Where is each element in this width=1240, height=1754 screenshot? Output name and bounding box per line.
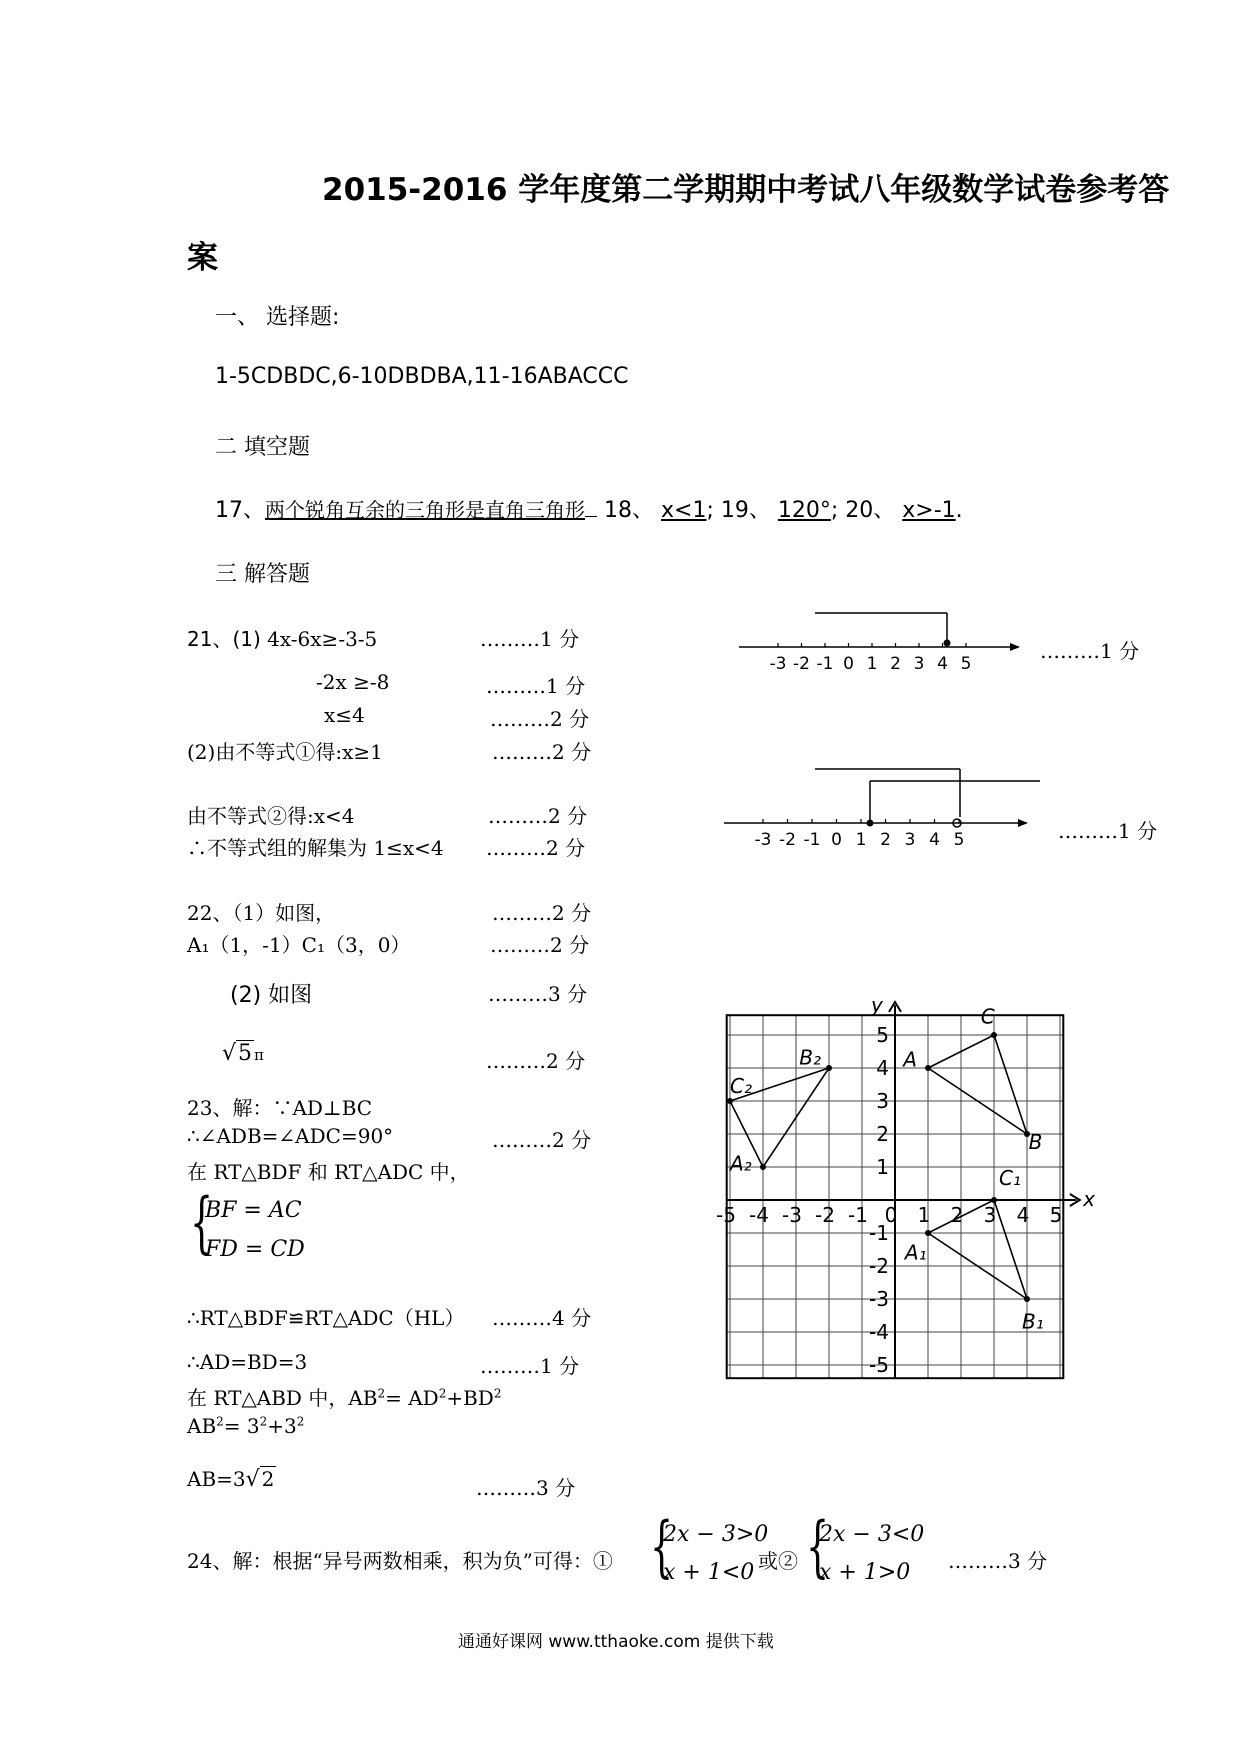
vertex-label-c: C <box>980 1004 995 1029</box>
vertex-dot <box>991 1032 997 1038</box>
x-tick-label: -4 <box>749 1203 769 1227</box>
q23-line2-points: ………2 分 <box>492 1128 592 1152</box>
q23-line4-points: ………4 分 <box>492 1306 592 1330</box>
q23-line3: 在 RT△BDF 和 RT△ADC 中， <box>187 1160 470 1184</box>
number-line-2 <box>720 765 1040 850</box>
q24-system-b-eq2: x + 1>0 <box>819 1560 911 1585</box>
q23-line5-points: ………1 分 <box>480 1354 580 1378</box>
q22-part1: 22、（1）如图， <box>187 901 336 925</box>
x-tick-label: -2 <box>815 1203 835 1227</box>
tick-label: 3 <box>913 654 925 674</box>
vertex-label-c1: C₁ <box>998 1166 1021 1191</box>
tick-label: -1 <box>816 654 834 674</box>
vertex-dot <box>760 1164 766 1170</box>
q17-answer: 两个锐角互余的三角形是直角三角形 <box>265 498 585 522</box>
triangle-abc <box>928 1035 1027 1134</box>
x-tick-label: 4 <box>1016 1203 1030 1227</box>
x-tick-label: 3 <box>983 1203 997 1227</box>
section-fill-blank-heading: 二 填空题 <box>215 435 310 460</box>
vertex-dot <box>991 1197 997 1203</box>
q24-points: ………3 分 <box>948 1549 1048 1573</box>
q21-line3-points: ………2 分 <box>490 707 590 731</box>
q23-line7: $AB^2= 3^2+3^2$ <box>187 1414 305 1438</box>
q23-line4: ∴RT△BDF≌RT△ADC（HL） <box>187 1306 465 1330</box>
vertex-label-a1: A₁ <box>904 1240 927 1265</box>
q17-label: 17、 <box>215 498 265 523</box>
q23-line8-points: ………3 分 <box>476 1476 576 1500</box>
q22-sqrt-points: ………2 分 <box>486 1049 586 1073</box>
vertex-dot <box>1024 1296 1030 1302</box>
q19-answer: 120° <box>777 498 831 523</box>
q23-line6: 在 RT△ABD 中，$AB^2= AD^2+BD^2$ <box>187 1386 502 1410</box>
page-title-line1: 2015-2016 学年度第二学期期中考试八年级数学试卷参考答 <box>322 172 1170 208</box>
number-line-2-points: ………1 分 <box>1058 819 1158 843</box>
tick-label: -3 <box>769 654 787 674</box>
q22-part2: (2) 如图 <box>230 983 313 1008</box>
q18-answer: x<1 <box>661 498 707 523</box>
q23-line2: ∴∠ADB=∠ADC=90° <box>187 1124 394 1148</box>
q24-or: 或② <box>758 1549 798 1573</box>
q21-part2-line3: ∴不等式组的解集为 1≤x<4 <box>187 836 444 860</box>
system-brace: { <box>190 1184 214 1261</box>
tick-label: 0 <box>843 654 854 674</box>
x-tick-label: 5 <box>1049 1203 1063 1227</box>
x-axis-label: x <box>1083 1187 1095 1211</box>
q20-answer: x>-1 <box>902 498 956 523</box>
q21-part2-line1: (2)由不等式①得:x≥1 <box>187 740 383 764</box>
section-solution-heading: 三 解答题 <box>215 562 310 587</box>
y-tick-label: -4 <box>869 1320 889 1344</box>
y-tick-label: 5 <box>876 1023 889 1047</box>
x-tick-label: 1 <box>917 1203 931 1227</box>
tick-label: 5 <box>953 830 965 850</box>
q21-part2-line1-points: ………2 分 <box>492 740 592 764</box>
number-line-1-points: ………1 分 <box>1040 639 1140 663</box>
tick-label: -2 <box>793 654 810 674</box>
q20-end: . <box>955 498 963 523</box>
q24-system-a-eq2: x + 1<0 <box>663 1560 755 1585</box>
tick-label: 1 <box>855 830 867 850</box>
q23-line1: 23、解：∵AD⊥BC <box>187 1096 373 1120</box>
tick-label: 1 <box>866 654 878 674</box>
q21-part1-line3: x≤4 <box>324 703 365 727</box>
x-tick-label: 2 <box>950 1203 964 1227</box>
vertex-label-b: B <box>1028 1129 1043 1154</box>
fill-blank-answers <box>215 493 963 524</box>
x-tick-label: 0 <box>884 1203 898 1227</box>
y-tick-label: -2 <box>869 1254 889 1278</box>
q22-coords-points: ………2 分 <box>490 933 590 957</box>
vertex-label-b2: B₂ <box>799 1045 822 1070</box>
vertex-label-c2: C₂ <box>730 1073 752 1098</box>
q19-label: ; 19、 <box>706 498 771 523</box>
q24-text: 24、解：根据“异号两数相乘，积为负”可得：① <box>187 1549 613 1573</box>
q22-part1-points: ………2 分 <box>492 901 592 925</box>
q22-sqrt-answer: √5 π <box>222 1041 264 1066</box>
q21-part1-line1: 21、(1) 4x-6x≥-3-5 <box>187 627 378 651</box>
q21-part2-line3-points: ………2 分 <box>486 836 586 860</box>
section-multiple-choice-heading: 一、 选择题: <box>215 305 340 330</box>
q22-coords: A₁（1，-1）C₁（3，0） <box>187 933 411 957</box>
q21-line1-points: ………1 分 <box>480 627 580 651</box>
footer-credit: 通通好课网 www.tthaoke.com 提供下载 <box>458 1632 774 1652</box>
q24-brace-a: { <box>650 1508 674 1585</box>
q20-label: ; 20、 <box>830 498 896 523</box>
tick-label: 2 <box>880 830 891 850</box>
q23-line5: ∴AD=BD=3 <box>187 1350 308 1374</box>
y-tick-label: 1 <box>876 1155 889 1179</box>
coordinate-grid <box>715 1000 1115 1390</box>
tick-label: 4 <box>929 830 940 850</box>
q22-part2-points: ………3 分 <box>488 982 588 1006</box>
q21-part1-line2: -2x ≥-8 <box>316 670 390 694</box>
q24-brace-b: { <box>806 1508 830 1585</box>
q23-system-eq2: FD = CD <box>205 1237 305 1262</box>
q23-system-eq1: BF = AC <box>205 1198 302 1223</box>
tick-label: -1 <box>803 830 821 850</box>
x-tick-label: -5 <box>716 1203 736 1227</box>
vertex-dot <box>925 1230 931 1236</box>
q24-system-b-eq1: 2x − 3<0 <box>819 1522 925 1547</box>
vertex-label-b1: B₁ <box>1022 1309 1044 1334</box>
y-axis-label: y <box>871 1000 883 1017</box>
vertex-dot <box>925 1065 931 1071</box>
y-tick-label: 2 <box>876 1122 889 1146</box>
vertex-dot <box>727 1098 733 1104</box>
q21-part2-line2-points: ………2 分 <box>488 804 588 828</box>
y-tick-label: 3 <box>876 1089 889 1113</box>
q21-part2-line2: 由不等式②得:x<4 <box>187 804 355 828</box>
q23-line8: AB=3√ 2 <box>187 1467 275 1492</box>
vertex-dot <box>826 1065 832 1071</box>
q21-line2-points: ………1 分 <box>486 674 586 698</box>
y-tick-label: -3 <box>869 1287 889 1311</box>
tick-label: 3 <box>904 830 916 850</box>
y-tick-label: -5 <box>869 1353 889 1377</box>
tick-label: 0 <box>831 830 842 850</box>
triangle-a1b1c1 <box>928 1200 1027 1299</box>
page-title-line2: 案 <box>187 240 218 276</box>
y-tick-label: -1 <box>869 1221 889 1245</box>
q24-system-a-eq1: 2x − 3>0 <box>663 1522 769 1547</box>
tick-label: -2 <box>779 830 796 850</box>
q18-label: 18、 <box>604 498 654 523</box>
y-tick-label: 4 <box>876 1056 889 1080</box>
number-line-1 <box>735 605 1025 675</box>
x-tick-label: -3 <box>782 1203 802 1227</box>
vertex-label-a2: A₂ <box>730 1151 752 1176</box>
tick-label: 4 <box>937 654 948 674</box>
tick-label: 5 <box>960 654 972 674</box>
x-tick-label: -1 <box>848 1203 868 1227</box>
tick-label: -3 <box>754 830 772 850</box>
multiple-choice-answers: 1-5CDBDC,6-10DBDBA,11-16ABACCC <box>215 364 629 389</box>
vertex-label-a: A <box>903 1047 917 1072</box>
tick-label: 2 <box>890 654 901 674</box>
